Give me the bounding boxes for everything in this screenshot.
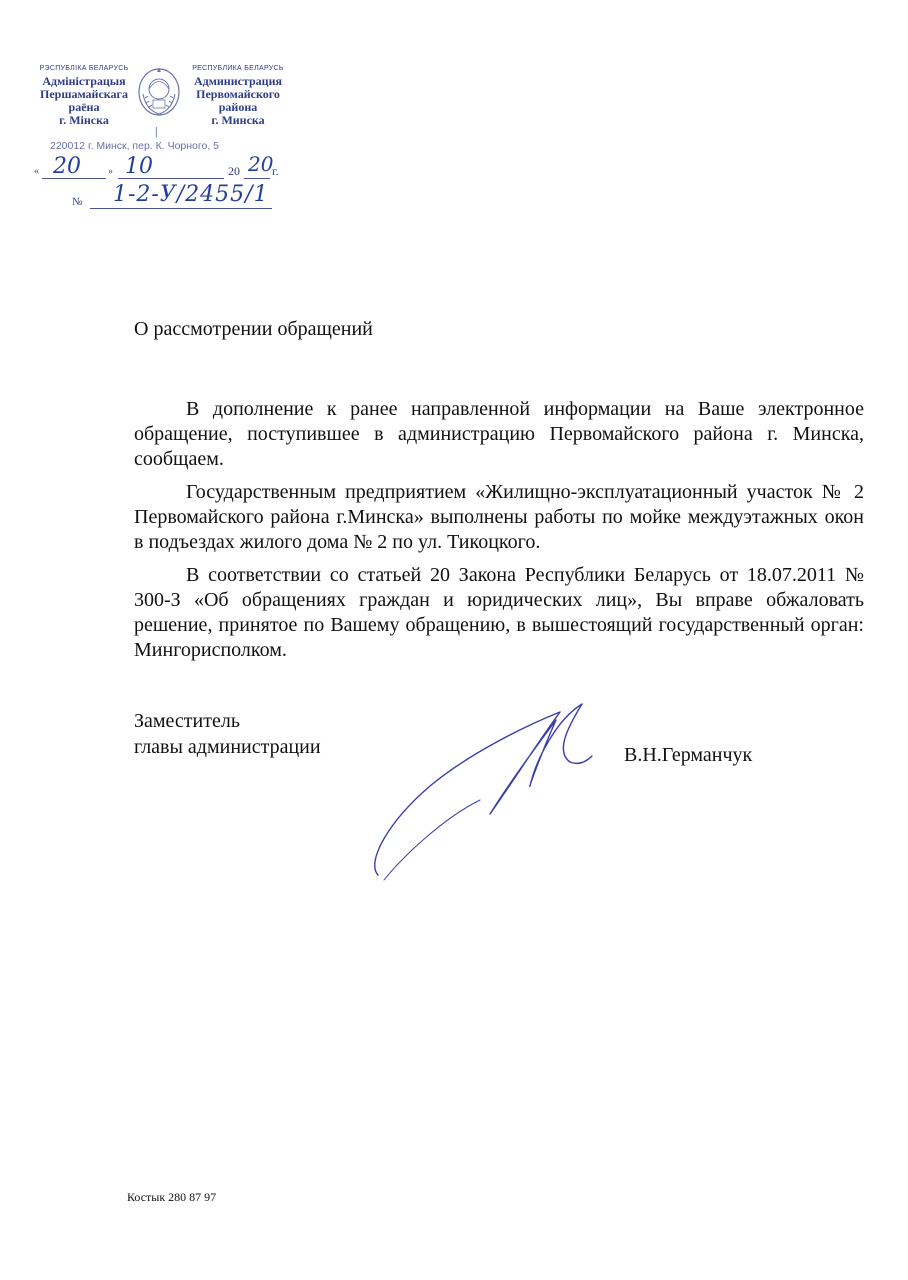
- stamp-line: раёна: [68, 100, 100, 114]
- document-number: [28, 184, 290, 214]
- body-paragraph: В дополнение к ранее направленной информации на Ваше электронное обращение, поступившее в администрацию Первомайского района г. Минска, сообщаем.: [134, 398, 864, 470]
- stamp-belarusian-column: [32, 62, 136, 127]
- stamp-line: Администрация: [193, 74, 282, 88]
- date-year-line: [244, 178, 270, 179]
- signatory-title-line: главы администрации: [134, 736, 321, 758]
- date-year-handwritten: 20: [248, 152, 274, 176]
- date-year-suffix: г.: [272, 164, 279, 178]
- letter-body: [134, 397, 864, 671]
- number-label: №: [72, 196, 83, 208]
- number-line: [90, 208, 272, 209]
- stamp-address: 220012 г. Минск, пер. К. Чорного, 5: [50, 140, 220, 152]
- stamp-line: Первомайского: [196, 87, 280, 101]
- date-year-prefix: 20: [228, 164, 240, 178]
- letterhead-stamp: [28, 62, 290, 212]
- stamp-line: района: [218, 100, 258, 114]
- stamp-line: г. Мінска: [59, 113, 109, 127]
- stamp-country-ru: РЕСПУБЛИКА БЕЛАРУСЬ: [192, 65, 284, 72]
- handwritten-signature: [360, 690, 660, 890]
- contact-line: Костык 280 87 97: [127, 1190, 217, 1204]
- date-day-handwritten: 20: [53, 154, 81, 179]
- stamp-line: Адміністрацыя: [42, 74, 126, 88]
- stamp-country-by: РЭСПУБЛІКА БЕЛАРУСЬ: [39, 65, 129, 72]
- letter-subject: О рассмотрении обращений: [134, 318, 373, 340]
- date-month-handwritten: 10: [125, 154, 153, 179]
- body-paragraph: В соответствии со статьей 20 Закона Республики Беларусь от 18.07.2011 № 300-З «Об обращениях граждан и юридических лиц», Вы вправе обжаловать решение, принятое по Вашему обращению, в вышестоящий государственный орган: Мингорисполком.: [134, 564, 864, 661]
- document-date: [28, 154, 290, 184]
- state-emblem-icon: [134, 64, 184, 120]
- number-handwritten: 1-2-У/2455/1: [113, 182, 269, 207]
- stamp-russian-column: [186, 62, 290, 127]
- stamp-line: Першамайскага: [40, 87, 128, 101]
- date-open-quote: «: [34, 166, 39, 177]
- body-paragraph: Государственным предприятием «Жилищно-эксплуатационный участок № 2 Первомайского района г.Минска» выполнены работы по мойке междуэтажных окон в подъездах жилого дома № 2 по ул. Тикоцкого.: [134, 481, 864, 553]
- signatory-title: [134, 708, 321, 760]
- date-close-quote: »: [108, 166, 113, 177]
- signatory-title-line: Заместитель: [134, 710, 240, 732]
- stamp-divider: |: [155, 124, 158, 138]
- stamp-line: г. Минска: [211, 113, 265, 127]
- signatory-name: В.Н.Германчук: [624, 744, 753, 766]
